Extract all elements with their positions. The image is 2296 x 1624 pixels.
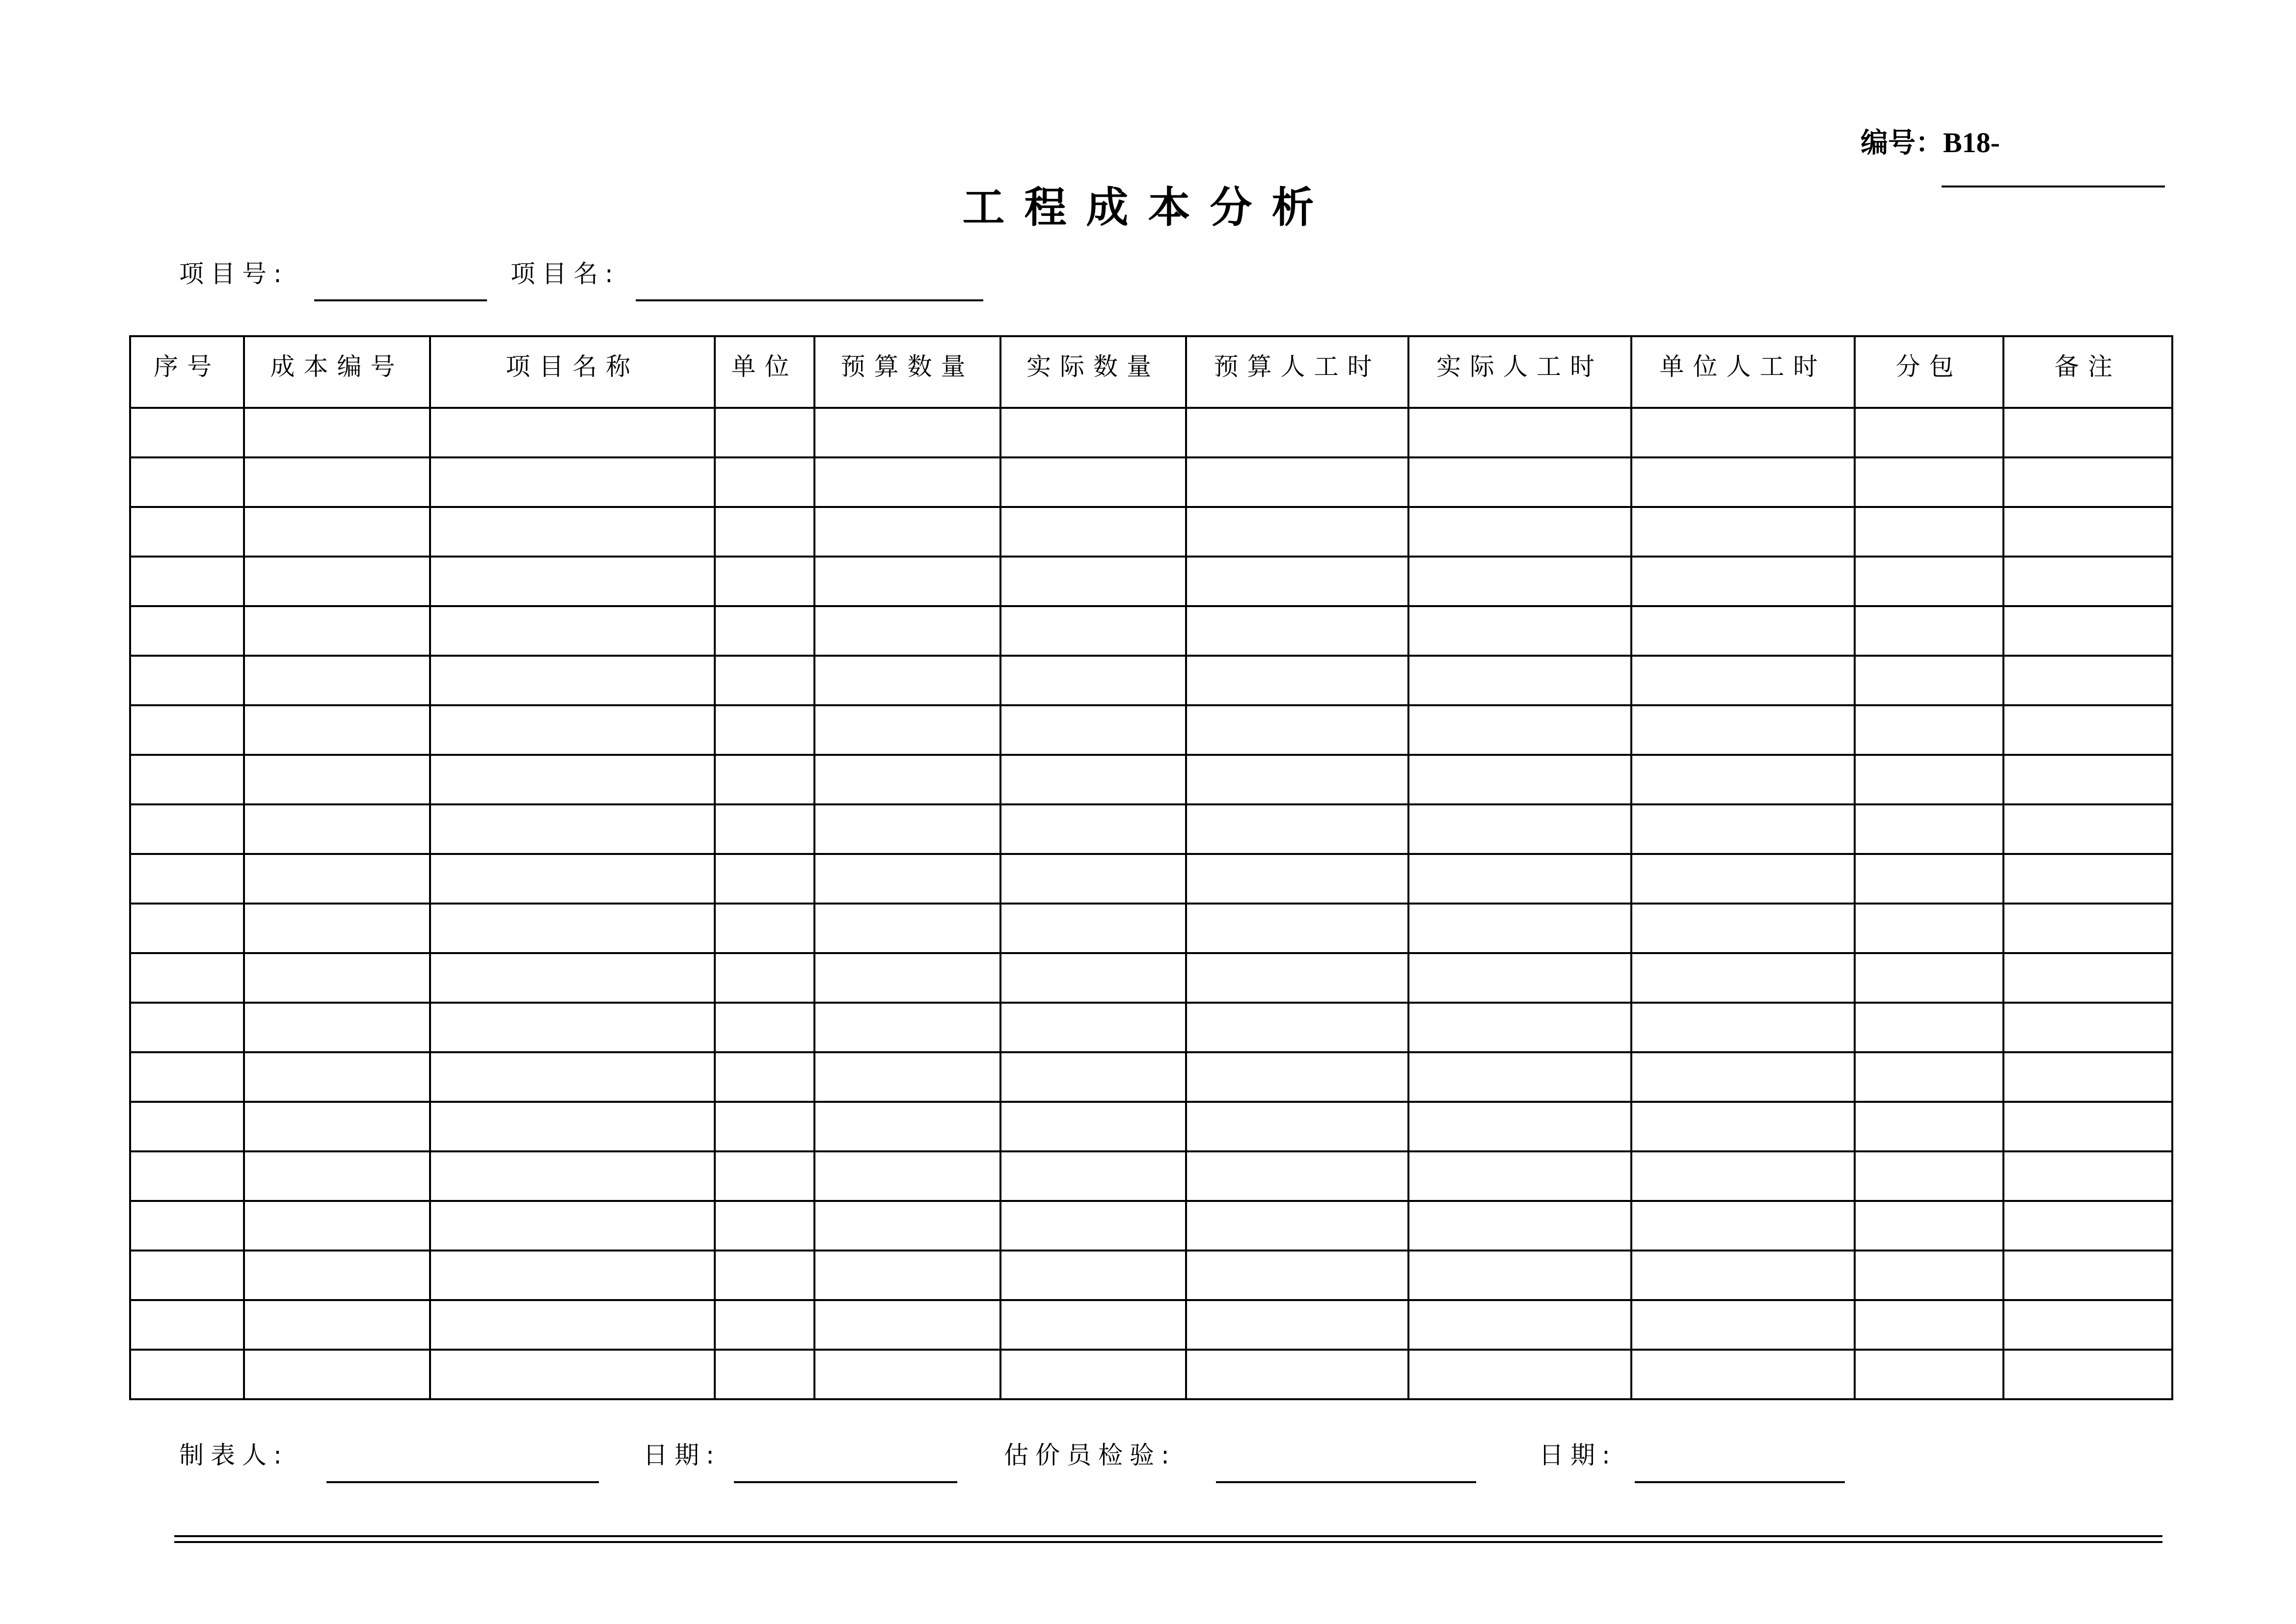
table-cell[interactable] <box>715 1102 814 1151</box>
table-cell[interactable] <box>1855 1300 2003 1350</box>
table-cell[interactable] <box>715 854 814 904</box>
table-cell[interactable] <box>1408 507 1631 557</box>
table-row <box>130 656 2172 705</box>
table-cell[interactable] <box>715 557 814 606</box>
bottom-divider-line <box>174 1541 2162 1543</box>
table-cell[interactable] <box>2003 1251 2172 1300</box>
table-cell[interactable] <box>130 557 244 606</box>
table-cell[interactable] <box>1000 1251 1186 1300</box>
table-cell[interactable] <box>430 1052 715 1102</box>
estimator-check-blank[interactable] <box>1216 1481 1476 1483</box>
table-cell[interactable] <box>1408 904 1631 953</box>
table-cell[interactable] <box>430 606 715 656</box>
table-cell[interactable] <box>1631 1052 1855 1102</box>
table-cell[interactable] <box>244 507 430 557</box>
table-cell[interactable] <box>1000 904 1186 953</box>
table-cell[interactable] <box>1186 408 1408 457</box>
date-blank-1[interactable] <box>734 1481 957 1483</box>
table-cell[interactable] <box>1855 606 2003 656</box>
table-cell[interactable] <box>715 953 814 1003</box>
table-cell[interactable] <box>244 1350 430 1399</box>
table-cell[interactable] <box>244 1151 430 1201</box>
table-cell[interactable] <box>1000 1201 1186 1251</box>
column-header-subcontract: 分包 <box>1855 336 2003 408</box>
table-cell[interactable] <box>1408 705 1631 755</box>
table-cell[interactable] <box>1408 606 1631 656</box>
table-cell[interactable] <box>715 755 814 804</box>
table-cell[interactable] <box>1186 904 1408 953</box>
column-header-serial-no: 序号 <box>130 336 244 408</box>
table-cell[interactable] <box>1000 804 1186 854</box>
table-cell[interactable] <box>715 457 814 507</box>
table-cell[interactable] <box>130 1052 244 1102</box>
table-cell[interactable] <box>1186 507 1408 557</box>
table-row <box>130 1251 2172 1300</box>
table-cell[interactable] <box>1408 1251 1631 1300</box>
table-cell[interactable] <box>244 1300 430 1350</box>
document-code-label: 编号： <box>1861 127 1943 159</box>
table-cell[interactable] <box>244 606 430 656</box>
table-cell[interactable] <box>244 1003 430 1052</box>
table-cell[interactable] <box>2003 1052 2172 1102</box>
column-header-actual-labor-hours: 实际人工时 <box>1408 336 1631 408</box>
table-cell[interactable] <box>1631 557 1855 606</box>
table-cell[interactable] <box>1631 606 1855 656</box>
table-cell[interactable] <box>1000 1003 1186 1052</box>
table-cell[interactable] <box>1408 1102 1631 1151</box>
table-cell[interactable] <box>814 606 1000 656</box>
table-cell[interactable] <box>1408 1003 1631 1052</box>
table-cell[interactable] <box>430 1003 715 1052</box>
table-cell[interactable] <box>430 1102 715 1151</box>
table-row <box>130 457 2172 507</box>
table-cell[interactable] <box>814 755 1000 804</box>
table-cell[interactable] <box>1000 1300 1186 1350</box>
table-cell[interactable] <box>130 507 244 557</box>
table-cell[interactable] <box>814 1350 1000 1399</box>
project-name-label: 项目名: <box>511 260 620 288</box>
table-cell[interactable] <box>1186 1251 1408 1300</box>
table-row <box>130 953 2172 1003</box>
table-cell[interactable] <box>1186 705 1408 755</box>
table-cell[interactable] <box>2003 557 2172 606</box>
table-row <box>130 507 2172 557</box>
table-cell[interactable] <box>1631 1300 1855 1350</box>
table-cell[interactable] <box>430 953 715 1003</box>
table-cell[interactable] <box>1408 557 1631 606</box>
table-cell[interactable] <box>430 1350 715 1399</box>
table-cell[interactable] <box>130 1151 244 1201</box>
table-cell[interactable] <box>814 1300 1000 1350</box>
table-cell[interactable] <box>244 953 430 1003</box>
table-cell[interactable] <box>1186 1151 1408 1201</box>
table-row <box>130 1300 2172 1350</box>
table-row <box>130 1052 2172 1102</box>
table-cell[interactable] <box>1408 1151 1631 1201</box>
table-cell[interactable] <box>1631 804 1855 854</box>
table-cell[interactable] <box>1000 1350 1186 1399</box>
table-cell[interactable] <box>1855 804 2003 854</box>
date-blank-2[interactable] <box>1635 1481 1845 1483</box>
table-cell[interactable] <box>715 656 814 705</box>
project-name-blank[interactable] <box>636 299 983 301</box>
table-cell[interactable] <box>1631 1201 1855 1251</box>
table-cell[interactable] <box>430 804 715 854</box>
table-cell[interactable] <box>1855 656 2003 705</box>
column-header-cost-code: 成本编号 <box>244 336 430 408</box>
table-cell[interactable] <box>715 804 814 854</box>
table-cell[interactable] <box>1186 1201 1408 1251</box>
table-cell[interactable] <box>1408 457 1631 507</box>
table-cell[interactable] <box>1000 457 1186 507</box>
table-cell[interactable] <box>2003 457 2172 507</box>
table-cell[interactable] <box>1000 854 1186 904</box>
table-cell[interactable] <box>1408 755 1631 804</box>
table-cell[interactable] <box>1186 1052 1408 1102</box>
table-cell[interactable] <box>814 1201 1000 1251</box>
page-title: 工程成本分析 <box>962 183 1334 232</box>
table-row <box>130 1201 2172 1251</box>
table-cell[interactable] <box>814 507 1000 557</box>
table-cell[interactable] <box>244 408 430 457</box>
table-cell[interactable] <box>1631 854 1855 904</box>
table-cell[interactable] <box>1000 953 1186 1003</box>
table-cell[interactable] <box>430 705 715 755</box>
table-cell[interactable] <box>2003 1003 2172 1052</box>
table-cell[interactable] <box>130 804 244 854</box>
table-cell[interactable] <box>1408 1201 1631 1251</box>
column-header-unit-labor-hours: 单位人工时 <box>1631 336 1855 408</box>
table-cell[interactable] <box>2003 705 2172 755</box>
table-cell[interactable] <box>2003 1350 2172 1399</box>
table-cell[interactable] <box>430 1151 715 1201</box>
table-cell[interactable] <box>1855 705 2003 755</box>
column-header-unit: 单位 <box>715 336 814 408</box>
table-cell[interactable] <box>1855 1102 2003 1151</box>
table-cell[interactable] <box>244 904 430 953</box>
table-cell[interactable] <box>430 755 715 804</box>
table-cell[interactable] <box>2003 507 2172 557</box>
table-cell[interactable] <box>715 507 814 557</box>
project-number-label: 项目号: <box>179 260 289 288</box>
table-cell[interactable] <box>244 804 430 854</box>
table-cell[interactable] <box>130 755 244 804</box>
table-cell[interactable] <box>1408 854 1631 904</box>
table-cell[interactable] <box>430 1251 715 1300</box>
table-cell[interactable] <box>244 755 430 804</box>
table-cell[interactable] <box>130 1201 244 1251</box>
table-cell[interactable] <box>1186 804 1408 854</box>
table-row <box>130 904 2172 953</box>
table-cell[interactable] <box>430 904 715 953</box>
table-cell[interactable] <box>2003 1151 2172 1201</box>
table-cell[interactable] <box>715 1251 814 1300</box>
table-cell[interactable] <box>1408 1350 1631 1399</box>
table-cell[interactable] <box>1000 1102 1186 1151</box>
table-cell[interactable] <box>715 1350 814 1399</box>
table-cell[interactable] <box>130 1102 244 1151</box>
table-cell[interactable] <box>1408 408 1631 457</box>
table-cell[interactable] <box>1855 1350 2003 1399</box>
table-cell[interactable] <box>1855 1151 2003 1201</box>
table-cell[interactable] <box>814 557 1000 606</box>
table-cell[interactable] <box>715 705 814 755</box>
cost-analysis-table <box>129 335 2173 1400</box>
table-cell[interactable] <box>1186 1102 1408 1151</box>
table-cell[interactable] <box>2003 904 2172 953</box>
table-row <box>130 606 2172 656</box>
table-cell[interactable] <box>2003 1201 2172 1251</box>
table-cell[interactable] <box>130 457 244 507</box>
table-cell[interactable] <box>715 1052 814 1102</box>
table-cell[interactable] <box>1408 656 1631 705</box>
table-row <box>130 804 2172 854</box>
table-cell[interactable] <box>814 1003 1000 1052</box>
table-cell[interactable] <box>1855 755 2003 804</box>
table-cell[interactable] <box>1855 1003 2003 1052</box>
table-cell[interactable] <box>130 656 244 705</box>
table-cell[interactable] <box>1631 507 1855 557</box>
table-cell[interactable] <box>1408 804 1631 854</box>
table-cell[interactable] <box>1186 656 1408 705</box>
table-cell[interactable] <box>130 1350 244 1399</box>
table-row <box>130 854 2172 904</box>
table-cell[interactable] <box>1855 1052 2003 1102</box>
table-cell[interactable] <box>1000 656 1186 705</box>
table-cell[interactable] <box>1186 755 1408 804</box>
table-cell[interactable] <box>814 1251 1000 1300</box>
table-cell[interactable] <box>2003 1300 2172 1350</box>
table-cell[interactable] <box>1000 1052 1186 1102</box>
table-cell[interactable] <box>715 1151 814 1201</box>
table-cell[interactable] <box>1631 408 1855 457</box>
table-cell[interactable] <box>1631 1251 1855 1300</box>
table-cell[interactable] <box>1855 854 2003 904</box>
estimator-check-label: 估价员检验: <box>1004 1441 1176 1469</box>
document-code <box>1861 129 2000 157</box>
bottom-divider-line <box>174 1535 2162 1537</box>
table-cell[interactable] <box>1855 457 2003 507</box>
table-cell[interactable] <box>814 705 1000 755</box>
table-cell[interactable] <box>1408 953 1631 1003</box>
table-cell[interactable] <box>715 1201 814 1251</box>
column-header-item-name: 项目名称 <box>430 336 715 408</box>
date-label-1: 日期: <box>643 1441 721 1469</box>
column-header-actual-quantity: 实际数量 <box>1000 336 1186 408</box>
table-cell[interactable] <box>2003 408 2172 457</box>
table-cell[interactable] <box>244 1201 430 1251</box>
table-cell[interactable] <box>1631 656 1855 705</box>
table-cell[interactable] <box>1000 557 1186 606</box>
table-cell[interactable] <box>1000 755 1186 804</box>
table-cell[interactable] <box>244 457 430 507</box>
table-cell[interactable] <box>1186 457 1408 507</box>
table-cell[interactable] <box>814 804 1000 854</box>
table-cell[interactable] <box>814 1102 1000 1151</box>
table-cell[interactable] <box>1186 606 1408 656</box>
table-cell[interactable] <box>1000 1151 1186 1201</box>
table-cell[interactable] <box>1855 904 2003 953</box>
table-cell[interactable] <box>430 507 715 557</box>
table-cell[interactable] <box>430 457 715 507</box>
table-row <box>130 1350 2172 1399</box>
table-cell[interactable] <box>244 1102 430 1151</box>
table-cell[interactable] <box>2003 755 2172 804</box>
table-cell[interactable] <box>1855 1251 2003 1300</box>
table-cell[interactable] <box>1855 507 2003 557</box>
table-row <box>130 408 2172 457</box>
table-cell[interactable] <box>244 557 430 606</box>
table-cell[interactable] <box>1631 457 1855 507</box>
table-cell[interactable] <box>814 953 1000 1003</box>
column-header-budget-quantity: 预算数量 <box>814 336 1000 408</box>
table-cell[interactable] <box>2003 854 2172 904</box>
table-cell[interactable] <box>1631 1350 1855 1399</box>
table-cell[interactable] <box>814 1052 1000 1102</box>
table-cell[interactable] <box>1000 606 1186 656</box>
table-cell[interactable] <box>1631 755 1855 804</box>
table-cell[interactable] <box>1186 1300 1408 1350</box>
table-cell[interactable] <box>130 408 244 457</box>
table-cell[interactable] <box>814 408 1000 457</box>
table-cell[interactable] <box>244 656 430 705</box>
table-cell[interactable] <box>1855 408 2003 457</box>
table-cell[interactable] <box>244 1052 430 1102</box>
table-cell[interactable] <box>130 606 244 656</box>
table-cell[interactable] <box>244 705 430 755</box>
table-cell[interactable] <box>130 1003 244 1052</box>
table-cell[interactable] <box>1000 408 1186 457</box>
date-label-2: 日期: <box>1539 1441 1617 1469</box>
document-code-value: B18- <box>1943 127 2000 159</box>
table-cell[interactable] <box>130 854 244 904</box>
table-cell[interactable] <box>1186 854 1408 904</box>
table-header-row <box>130 336 2172 408</box>
project-number-blank[interactable] <box>314 299 487 301</box>
table-row <box>130 1102 2172 1151</box>
table-row <box>130 1151 2172 1201</box>
table-cell[interactable] <box>814 1151 1000 1201</box>
table-cell[interactable] <box>1855 557 2003 606</box>
table-cell[interactable] <box>2003 656 2172 705</box>
table-cell[interactable] <box>1186 1350 1408 1399</box>
table-cell[interactable] <box>814 904 1000 953</box>
table-cell[interactable] <box>1631 904 1855 953</box>
table-cell[interactable] <box>2003 1102 2172 1151</box>
table-cell[interactable] <box>2003 606 2172 656</box>
table-cell[interactable] <box>1631 705 1855 755</box>
table-cell[interactable] <box>1631 1151 1855 1201</box>
table-cell[interactable] <box>130 953 244 1003</box>
table-cell[interactable] <box>1000 705 1186 755</box>
table-cell[interactable] <box>2003 804 2172 854</box>
table-cell[interactable] <box>1631 953 1855 1003</box>
table-cell[interactable] <box>1186 557 1408 606</box>
table-cell[interactable] <box>430 1201 715 1251</box>
table-cell[interactable] <box>715 1300 814 1350</box>
table-cell[interactable] <box>130 904 244 953</box>
table-cell[interactable] <box>715 606 814 656</box>
prepared-by-blank[interactable] <box>326 1481 599 1483</box>
table-cell[interactable] <box>1408 1052 1631 1102</box>
table-cell[interactable] <box>814 656 1000 705</box>
table-cell[interactable] <box>430 656 715 705</box>
table-cell[interactable] <box>814 457 1000 507</box>
table-cell[interactable] <box>715 904 814 953</box>
table-cell[interactable] <box>130 1251 244 1300</box>
table-cell[interactable] <box>130 1300 244 1350</box>
column-header-budget-labor-hours: 预算人工时 <box>1186 336 1408 408</box>
table-cell[interactable] <box>430 408 715 457</box>
table-body <box>130 408 2172 1399</box>
table-cell[interactable] <box>715 1003 814 1052</box>
table-cell[interactable] <box>130 705 244 755</box>
prepared-by-label: 制表人: <box>179 1441 289 1469</box>
table-cell[interactable] <box>430 854 715 904</box>
table-cell[interactable] <box>1855 953 2003 1003</box>
column-header-remarks: 备注 <box>2003 336 2172 408</box>
table-cell[interactable] <box>244 1251 430 1300</box>
table-row <box>130 1003 2172 1052</box>
table-cell[interactable] <box>1631 1003 1855 1052</box>
table-cell[interactable] <box>2003 953 2172 1003</box>
table-cell[interactable] <box>1000 507 1186 557</box>
table-row <box>130 755 2172 804</box>
table-row <box>130 705 2172 755</box>
table-cell[interactable] <box>1855 1201 2003 1251</box>
table-cell[interactable] <box>715 408 814 457</box>
table-cell[interactable] <box>430 557 715 606</box>
table-cell[interactable] <box>1186 953 1408 1003</box>
table-cell[interactable] <box>1408 1300 1631 1350</box>
table-cell[interactable] <box>1186 1003 1408 1052</box>
table-row <box>130 557 2172 606</box>
table-cell[interactable] <box>1631 1102 1855 1151</box>
table-cell[interactable] <box>430 1300 715 1350</box>
table-cell[interactable] <box>814 854 1000 904</box>
table-cell[interactable] <box>244 854 430 904</box>
